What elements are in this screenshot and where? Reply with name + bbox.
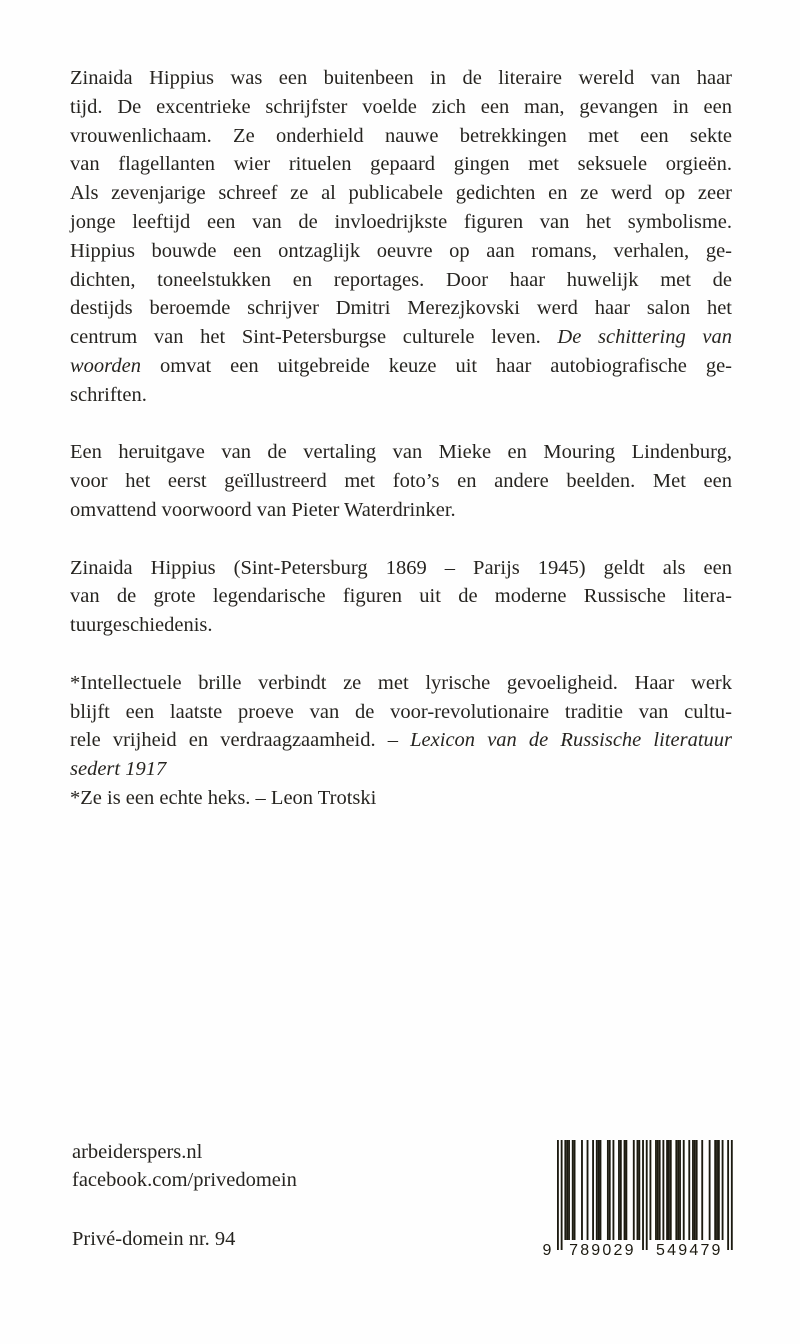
quote-source-italic: Lexicon van de Russische literatuur bbox=[410, 729, 732, 752]
text-line: schriften. bbox=[70, 383, 147, 406]
blurb-paragraph-translation bbox=[70, 438, 732, 524]
series-number: Privé-domein nr. 94 bbox=[72, 1228, 236, 1250]
text-line: tijd. De excentrieke schrijfster voelde zich een man, gevangen in een bbox=[70, 95, 732, 118]
text-line: blijft een laatste proeve van de voor-revolutionaire traditie van cultu- bbox=[70, 700, 732, 723]
book-title-italic: De schittering van bbox=[557, 326, 732, 349]
blurb-review-quotes bbox=[70, 669, 732, 813]
text-segment: rele vrijheid en verdraagzaamheid. – bbox=[70, 729, 411, 752]
svg-text:549479: 549479 bbox=[656, 1242, 723, 1259]
text-line: vrouwenlichaam. Ze onderhield nauwe betrekkingen met een sekte bbox=[70, 124, 732, 147]
text-line bbox=[70, 726, 732, 755]
text-line: omvattend voorwoord van Pieter Waterdrinker. bbox=[70, 498, 456, 521]
isbn-barcode bbox=[540, 1138, 735, 1260]
text-line: Zinaida Hippius (Sint-Petersburg 1869 – Parijs 1945) geldt als een bbox=[70, 556, 732, 579]
text-line: Hippius bouwde een ontzaglijk oeuvre op aan romans, verhalen, ge- bbox=[70, 239, 732, 262]
text-line: van de grote legendarische figuren uit de moderne Russische litera- bbox=[70, 585, 732, 608]
svg-text:789029: 789029 bbox=[569, 1242, 636, 1259]
blurb-paragraph-author-bio bbox=[70, 554, 732, 640]
review-quote-trotski: *Ze is een echte heks. – Leon Trotski bbox=[70, 786, 377, 809]
text-segment: centrum van het Sint-Petersburgse culturele leven. bbox=[70, 326, 558, 349]
text-line bbox=[70, 755, 732, 784]
text-line: Zinaida Hippius was een buitenbeen in de literaire wereld van haar bbox=[70, 67, 732, 89]
text-line: *Intellectuele brille verbindt ze met lyrische gevoeligheid. Haar werk bbox=[70, 671, 732, 694]
text-line: Een heruitgave van de vertaling van Mieke en Mouring Lindenburg, bbox=[70, 441, 732, 464]
blurb-paragraph-intro bbox=[70, 64, 732, 410]
back-cover-blurb bbox=[70, 64, 732, 813]
text-line: destijds beroemde schrijver Dmitri Merezjkovski werd haar salon het bbox=[70, 297, 732, 320]
text-line: voor het eerst geïllustreerd met foto’s en andere beelden. Met een bbox=[70, 470, 732, 493]
quote-source-italic: sedert 1917 bbox=[70, 758, 167, 781]
text-segment: omvat een uitgebreide keuze uit haar autobiografische ge- bbox=[141, 354, 732, 377]
text-line: dichten, toneelstukken en reportages. Door haar huwelijk met de bbox=[70, 268, 732, 291]
facebook-link[interactable]: facebook.com/privedomein bbox=[72, 1169, 297, 1191]
publisher-website-link[interactable]: arbeiderspers.nl bbox=[72, 1141, 203, 1163]
text-line: van flagellanten wier rituelen gepaard gingen met seksuele orgieën. bbox=[70, 153, 732, 176]
book-title-italic: woorden bbox=[70, 354, 141, 377]
text-line bbox=[70, 352, 732, 381]
text-line: Als zevenjarige schreef ze al publicabele gedichten en ze werd op zeer bbox=[70, 182, 732, 205]
text-line: tuurgeschiedenis. bbox=[70, 614, 213, 637]
publisher-links bbox=[72, 1138, 297, 1194]
svg-text:9: 9 bbox=[542, 1242, 554, 1259]
text-line: jonge leeftijd een van de invloedrijkste figuren van het symbolisme. bbox=[70, 210, 732, 233]
barcode-icon bbox=[540, 1138, 735, 1260]
text-line bbox=[70, 323, 732, 352]
